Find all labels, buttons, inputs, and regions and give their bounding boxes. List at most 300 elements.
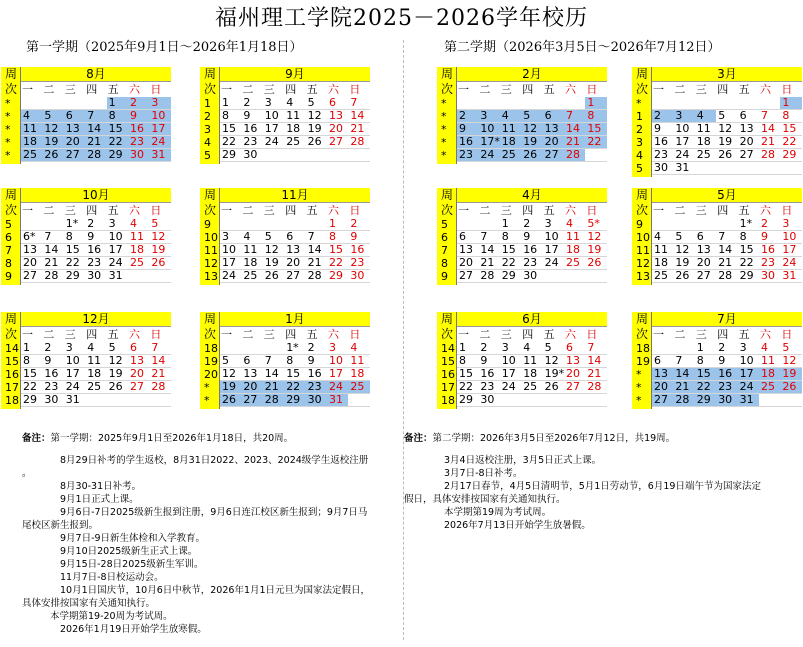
calendar-day: 13 [652,368,673,380]
weekday-label: 日 [586,204,598,217]
calendar-day: 14 [564,123,585,135]
week-number: 10 [204,231,218,244]
week-column-label: 周 [203,188,216,202]
calendar-day: 3 [264,96,272,109]
month-name: 11月 [220,188,370,203]
calendar-day: 4 [566,217,573,230]
weekday-label: 五 [306,328,318,341]
calendar-day: 31 [108,269,123,282]
week-column-label: 次 [203,82,216,96]
calendar-day: 16 [87,243,102,256]
calendar-day: 2 [523,217,531,230]
week-number: 3 [204,123,211,136]
calendar-day: 1 [459,341,466,354]
calendar-day: 18 [243,256,258,269]
calendar-day: 27 [566,380,580,393]
calendar-day: 23 [87,256,102,269]
calendar-day: 21 [263,381,284,393]
calendar-day: 26 [544,380,559,393]
calendar-day: 2 [128,97,149,109]
calendar-day: 20 [566,367,580,380]
calendar-day: 28 [480,269,495,282]
calendar-day: 27 [286,269,301,282]
calendar-day: 17 [149,123,170,135]
calendar-day: 7 [675,354,683,367]
calendar-day: 3 [501,341,509,354]
calendar-day: 13 [543,123,564,135]
calendar-day: 19 [521,136,542,148]
calendar-day: 23 [523,256,538,269]
weekday-label: 日 [781,328,793,341]
week-number: 14 [441,342,455,355]
note-line: 9月1日正式上课。 [60,494,139,505]
week-column-label: 周 [4,188,17,202]
calendar-day: 28 [718,269,733,282]
calendar-day: 25 [87,380,102,393]
calendar-day: 24 [65,380,80,393]
calendar-day: 3 [544,217,552,230]
calendar-day: 1 [23,341,30,354]
calendar-day: 26 [675,269,690,282]
calendar-day: 31 [149,149,170,161]
calendar-day: 9 [480,354,488,367]
week-row [457,149,607,162]
calendar-day: 12 [718,122,733,135]
week-number: * [441,123,447,136]
calendar-day: 23 [243,135,258,148]
week-number: * [441,149,447,162]
weekday-label: 一 [22,328,33,341]
calendar-day: 11 [500,123,521,135]
calendar-day: 5 [718,109,726,122]
calendar-day: 21 [673,381,694,393]
weekday-label: 日 [150,328,162,341]
calendar-day: 29 [222,148,236,161]
calendar-day: 8 [107,110,128,122]
calendar-day [738,162,759,174]
week-number: * [5,136,11,149]
calendar-day: 18 [654,256,668,269]
calendar-day [695,97,716,109]
week-column-label: 次 [4,203,17,217]
weekday-label: 三 [695,328,707,341]
calendar-day: 5 [521,110,542,122]
note-line: 2月17日春节，4月5日清明节，5月1日劳动节，6月19日端午节为国家法定 [444,481,761,492]
calendar-day: 1 [585,97,606,109]
calendar-day: 11 [243,243,258,256]
calendar-day: 15 [501,243,516,256]
calendar-day: 10 [329,354,343,367]
calendar-day: 28 [44,269,59,282]
week-number: 2 [636,123,643,136]
week-number: 19 [636,355,650,368]
calendar-day: 10 [65,354,80,367]
week-number: 11 [636,244,650,257]
calendar-day: 9 [457,123,478,135]
calendar-day [263,218,284,230]
calendar-day: 9 [718,354,726,367]
calendar-day: 4 [286,96,294,109]
calendar-day: 29 [65,269,80,282]
calendar-day: 2 [761,217,768,230]
weekday-label: 五 [738,83,750,96]
calendar-day: 9 [523,230,531,243]
week-number: 7 [5,244,12,257]
weekday-label: 一 [22,204,33,217]
week-number: 18 [636,342,650,355]
week-number: * [636,368,642,381]
calendar-day: 4 [500,110,521,122]
note-line: 本学期第19周为考试周。 [444,507,552,518]
calendar-day: 9 [128,110,149,122]
calendar-day [543,394,564,406]
calendar-day: 19 [675,256,690,269]
calendar-day: 10 [478,123,499,135]
calendar-day: 23 [654,148,668,161]
calendar-day: 22 [585,136,606,148]
weekday-label: 五 [738,204,750,217]
weekday-label: 四 [285,204,297,217]
calendar-day: 3 [739,341,747,354]
calendar-day: 21 [587,367,602,380]
week-column-label: 周 [4,312,17,326]
calendar-day: 13 [243,367,258,380]
month-name: 8月 [21,67,171,82]
calendar-day [284,218,305,230]
weekday-label: 一 [221,204,232,217]
calendar-day: 1 [780,97,801,109]
week-number: 5 [636,162,643,175]
calendar-day: 31 [782,269,797,282]
calendar-day: 2 [652,110,673,122]
calendar-day: 2 [243,96,251,109]
weekday-label: 五 [543,83,555,96]
calendar-day: 28 [85,149,106,161]
calendar-day: 14 [587,354,602,367]
calendar-day: 16 [243,122,258,135]
calendar-day: 27 [23,269,37,282]
calendar-day [673,97,694,109]
calendar-day [128,270,149,282]
note-line: 9月10日2025级新生正式上课。 [60,546,198,557]
calendar-day: 20 [739,135,754,148]
calendar-day: 7 [350,96,358,109]
note-line: 3月4日返校注册，3月5日正式上课。 [444,455,602,466]
calendar-day: 2 [87,217,95,230]
calendar-day: 15 [739,243,754,256]
calendar-day [21,97,42,109]
calendar-day: 22 [782,135,797,148]
calendar-day: 7 [264,354,272,367]
weekday-label: 二 [674,83,686,96]
weekday-label: 五 [107,204,119,217]
weekday-label: 三 [500,328,512,341]
weekday-label: 二 [242,83,254,96]
calendar-day: 18 [523,367,538,380]
calendar-day: 17 [738,368,759,380]
calendar-day: 2 [307,341,315,354]
calendar-day: 24 [222,269,236,282]
calendar-day [585,149,606,161]
calendar-day: 3 [782,217,790,230]
calendar-day: 21 [564,136,585,148]
calendar-day: 30 [523,269,538,282]
note-line: 9月15日-28日2025级新生军训。 [60,559,204,570]
calendar-day: 18 [566,243,580,256]
calendar-day: 19 [780,368,801,380]
week-number: 14 [5,342,19,355]
calendar-day: 15 [329,243,343,256]
weekday-label: 一 [653,204,664,217]
calendar-day: 16 [654,135,668,148]
calendar-day [652,342,673,354]
calendar-day: 7 [587,341,595,354]
weekday-label: 五 [543,204,555,217]
calendar-day: 31 [65,393,80,406]
calendar-day: 17 [782,243,797,256]
calendar-day: 22 [107,136,128,148]
calendar-day: 10 [739,354,754,367]
calendar-day: 27 [329,135,343,148]
calendar-day: 30 [306,394,327,406]
calendar-day [284,149,305,161]
calendar-day: 6 [654,354,661,367]
calendar-day [457,97,478,109]
calendar-day: 30 [243,148,258,161]
weekday-label: 日 [349,328,361,341]
week-number: 12 [204,257,218,270]
calendar-day: 25 [130,256,144,269]
calendar-day [564,97,585,109]
calendar-day: 6 [243,354,251,367]
weekday-label: 六 [565,328,576,341]
calendar-day: 23 [480,380,495,393]
month-name: 6月 [457,312,607,327]
calendar-day: 14 [44,243,59,256]
calendar-day: 30 [128,149,149,161]
calendar-day: 23 [44,380,59,393]
week-number: 17 [5,381,19,394]
calendar-day: 2 [480,341,488,354]
calendar-day: 8 [501,230,509,243]
calendar-day: 9 [654,122,661,135]
note-line: 9月7日-9日新生体检和入学教育。 [60,533,206,544]
note-line: 8月29日补考的学生返校，8月31日2022、2023、2024级学生返校注册 [60,455,369,466]
calendar-day: 29 [695,394,716,406]
calendar-day [500,97,521,109]
calendar-day: 1* [739,217,753,230]
calendar-day: 7 [480,230,488,243]
calendar-day [263,342,284,354]
calendar-day: 26 [151,256,166,269]
calendar-day: 15 [585,123,606,135]
calendar-day: 22 [65,256,80,269]
weekday-label: 六 [328,328,339,341]
weekday-label: 六 [129,328,140,341]
calendar-day: 29 [782,148,797,161]
weekday-label: 六 [565,204,576,217]
calendar-day: 26 [220,394,241,406]
calendar-day: 24 [327,381,348,393]
calendar-day: 7 [718,230,726,243]
week-column-label: 次 [203,203,216,217]
calendar-day: 18 [759,368,780,380]
calendar-day: 16 [716,368,737,380]
weekday-label: 日 [150,83,162,96]
weekday-label: 二 [674,204,686,217]
calendar-day: 12 [544,354,559,367]
calendar-day: 20 [241,381,262,393]
weekday-label: 二 [242,328,254,341]
calendar-day: 25 [759,381,780,393]
calendar-day: 17 [264,122,279,135]
calendar-day: 5 [544,341,552,354]
week-column-label: 周 [635,67,648,81]
calendar-day [241,342,262,354]
weekday-label: 二 [479,83,491,96]
note-line: 。 [22,468,32,479]
calendar-day: 24 [501,380,516,393]
calendar-day [220,342,241,354]
calendar-day: 7 [44,230,52,243]
week-number: 18 [204,342,218,355]
weekday-label: 三 [500,204,512,217]
calendar-day: 25 [523,380,538,393]
week-number: 15 [5,355,19,368]
weekday-label: 一 [653,83,664,96]
weekday-label: 日 [586,83,598,96]
week-number: * [441,136,447,149]
week-number: 1 [204,97,211,110]
calendar-day: 17 [675,135,690,148]
weekday-label: 五 [107,83,119,96]
week-number: 16 [5,368,19,381]
weekday-label: 三 [695,83,707,96]
calendar-day: 10 [264,109,279,122]
calendar-day: 24 [264,135,279,148]
week-number: * [441,110,447,123]
calendar-day: 14 [718,243,733,256]
note-line: 10月1日国庆节，10月6日中秋节，2026年1月1日元旦为国家法定假日， [60,585,371,596]
weekday-label: 日 [349,204,361,217]
calendar-day [42,97,63,109]
calendar-day [263,149,284,161]
calendar-day: 24 [782,256,797,269]
calendar-day [585,270,606,282]
month-name: 7月 [652,312,802,327]
week-number: 18 [441,394,455,407]
calendar-day: 7 [564,110,585,122]
calendar-day: 8 [782,109,790,122]
semester-divider [403,40,404,640]
calendar-day [241,218,262,230]
weekday-label: 三 [263,83,275,96]
week-number: 2 [204,110,211,123]
calendar-day: 31 [327,394,348,406]
calendar-day: 25 [348,381,369,393]
calendar-day: 4 [523,341,531,354]
week-column-label: 次 [4,327,17,341]
calendar-day: 28 [350,135,365,148]
calendar-day [64,97,85,109]
week-number: * [5,110,11,123]
calendar-day: 5 [151,217,159,230]
week-number: 20 [204,368,218,381]
calendar-day: 13 [739,122,754,135]
calendar-day: 24 [544,256,559,269]
calendar-day: 12 [782,354,797,367]
calendar-day: 3 [222,230,229,243]
calendar-day: 23 [761,256,775,269]
calendar-day: 2 [44,341,52,354]
calendar-day: 25 [500,149,521,161]
week-row [220,149,370,162]
calendar-day [85,97,106,109]
calendar-day: 6 [543,110,564,122]
calendar-day: 29 [23,393,37,406]
calendar-day: 6 [64,110,85,122]
calendar-day: 15 [65,243,80,256]
notes-label-text: 备注： [22,433,51,444]
weekday-label: 三 [64,328,76,341]
week-column-label: 次 [635,82,648,96]
calendar-day: 12 [42,123,63,135]
calendar-day [457,218,478,230]
calendar-day: 9 [761,230,768,243]
calendar-day: 5 [264,230,272,243]
calendar-day [673,342,694,354]
calendar-day: 13 [286,243,301,256]
week-number: 4 [636,149,643,162]
week-number: 5 [5,218,12,231]
calendar-day: 11 [130,230,144,243]
week-number: 11 [204,244,218,257]
calendar-day: 25 [243,269,258,282]
weekday-label: 三 [500,83,512,96]
calendar-day: 2 [457,110,478,122]
weekday-label: 一 [458,83,469,96]
note-line: 假日，具体安排按国家有关通知执行。 [404,494,566,505]
weekday-label: 一 [458,204,469,217]
month-calendar [200,188,370,285]
calendar-day: 3 [149,97,170,109]
week-column-label: 次 [440,327,453,341]
calendar-day: 29 [107,149,128,161]
calendar-day: 4 [761,341,768,354]
calendar-day: 20 [696,256,711,269]
calendar-day: 26 [307,135,322,148]
week-number: * [636,381,642,394]
week-row [652,270,802,283]
calendar-day: 27 [241,394,262,406]
calendar-day: 30 [761,269,775,282]
calendar-day: 29 [459,393,473,406]
calendar-day: 15 [286,367,301,380]
week-number: 3 [636,136,643,149]
calendar-day: 9 [44,354,52,367]
week-number: * [5,149,11,162]
calendar-day [306,218,327,230]
note-line: 本学期第19-20周为考试周。 [50,611,173,622]
weekday-label: 二 [43,328,55,341]
month-name: 2月 [457,67,607,82]
calendar-day: 24 [738,381,759,393]
calendar-day: 11 [566,230,580,243]
month-name: 3月 [652,67,802,82]
calendar-day: 30 [350,269,365,282]
week-number: 5 [204,149,211,162]
weekday-label: 五 [306,83,318,96]
